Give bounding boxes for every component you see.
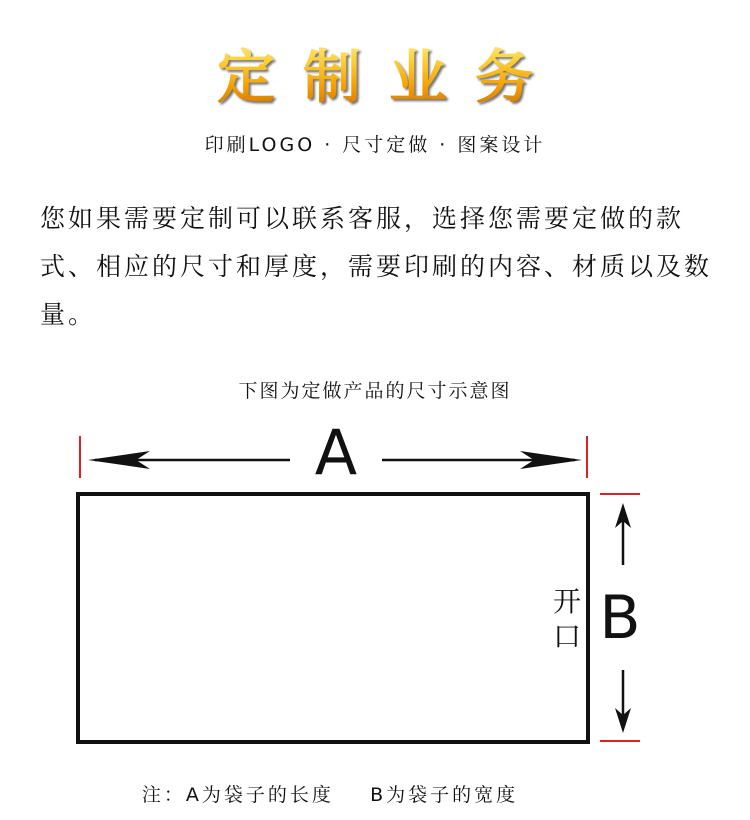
- a-left-arrow: [88, 451, 290, 469]
- dimension-b-label: B: [599, 583, 641, 653]
- bag-outline: [78, 494, 588, 742]
- opening-label-1: 开: [552, 585, 582, 618]
- opening-label-2: 口: [552, 620, 582, 653]
- a-right-arrow: [382, 451, 582, 469]
- page-subtitle: 印刷LOGO · 尺寸定做 · 图案设计: [204, 134, 546, 156]
- note-length: A为袋子的长度: [185, 784, 334, 806]
- description-paragraph: 您如果需要定制可以联系客服，选择您需要定做的款式、相应的尺寸和厚度，需要印刷的内容、材质以及数量。: [40, 204, 713, 329]
- dimension-a-label: A: [314, 416, 358, 489]
- note-width: B为袋子的宽度: [370, 784, 519, 806]
- size-note: [0, 780, 660, 807]
- page-title: 定制业务: [0, 30, 750, 114]
- diagram-caption: 下图为定做产品的尺寸示意图: [238, 380, 512, 402]
- b-down-arrow: [615, 670, 631, 733]
- note-prefix: 注：: [141, 784, 186, 806]
- b-up-arrow: [615, 503, 631, 565]
